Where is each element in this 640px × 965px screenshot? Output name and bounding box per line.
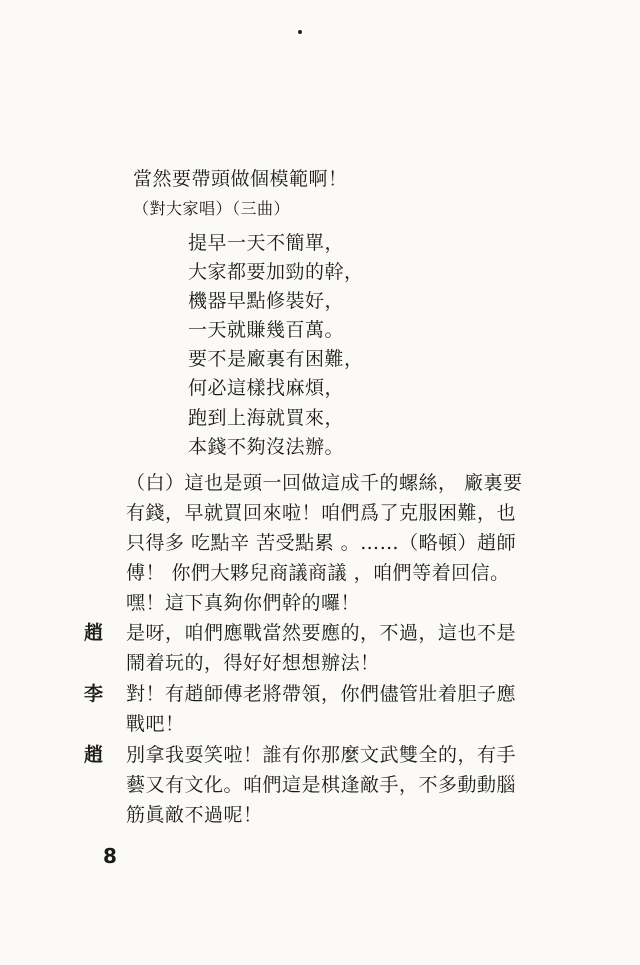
verse-line: 機器早點修裝好， (188, 290, 345, 312)
verse-line: 跑到上海就買來， (188, 407, 345, 429)
verse-line: 提早一天不簡單， (188, 232, 345, 254)
speaker-label: 趙 (84, 744, 104, 766)
text-line: （白）這也是頭一回做這成千的螺絲， 廠裏要 (126, 472, 523, 494)
text-line: 只得多 吃點辛 苦受點累 。……（略頓）趙師 (126, 532, 517, 554)
verse-line: 本錢不夠沒法辦。 (188, 436, 345, 458)
text-line: 對！有趙師傅老將帶領，你們儘管壯着胆子應 (126, 683, 517, 705)
text-line: 藝又有文化。咱們這是棋逢敵手，不多動動腦 (126, 774, 517, 796)
text-line: 筋眞敵不過呢！ (126, 804, 263, 826)
verse-line: 一天就賺幾百萬。 (188, 319, 345, 341)
page-number: 8 (103, 844, 117, 868)
text-line: 戰吧！ (126, 713, 185, 735)
verse-line: 何必這樣找麻煩， (188, 377, 345, 399)
ink-dot (298, 30, 302, 34)
text-line: 傅！ 你們大夥兒商議商議 ，咱們等着回信。 (126, 562, 510, 584)
verse-line: 要不是廠裏有困難， (188, 348, 364, 370)
text-line: 當然要帶頭做個模範啊！ (133, 168, 348, 190)
verse-line: 大家都要加勁的幹， (188, 261, 364, 283)
speaker-label: 李 (84, 683, 104, 705)
text-line: 有錢，早就買回來啦！咱們爲了克服困難，也 (126, 502, 517, 524)
text-line: 是呀，咱們應戰當然要應的，不過，這也不是 (126, 622, 517, 644)
text-line: 別拿我耍笑啦！誰有你那麼文武雙全的，有手 (126, 744, 517, 766)
speaker-label: 趙 (84, 622, 104, 644)
text-line: 嘿！這下真夠你們幹的囉！ (126, 592, 361, 614)
stage-direction: （對大家唱）（三曲） (133, 199, 291, 218)
text-line: 鬧着玩的，得好好想想辦法！ (126, 652, 380, 674)
